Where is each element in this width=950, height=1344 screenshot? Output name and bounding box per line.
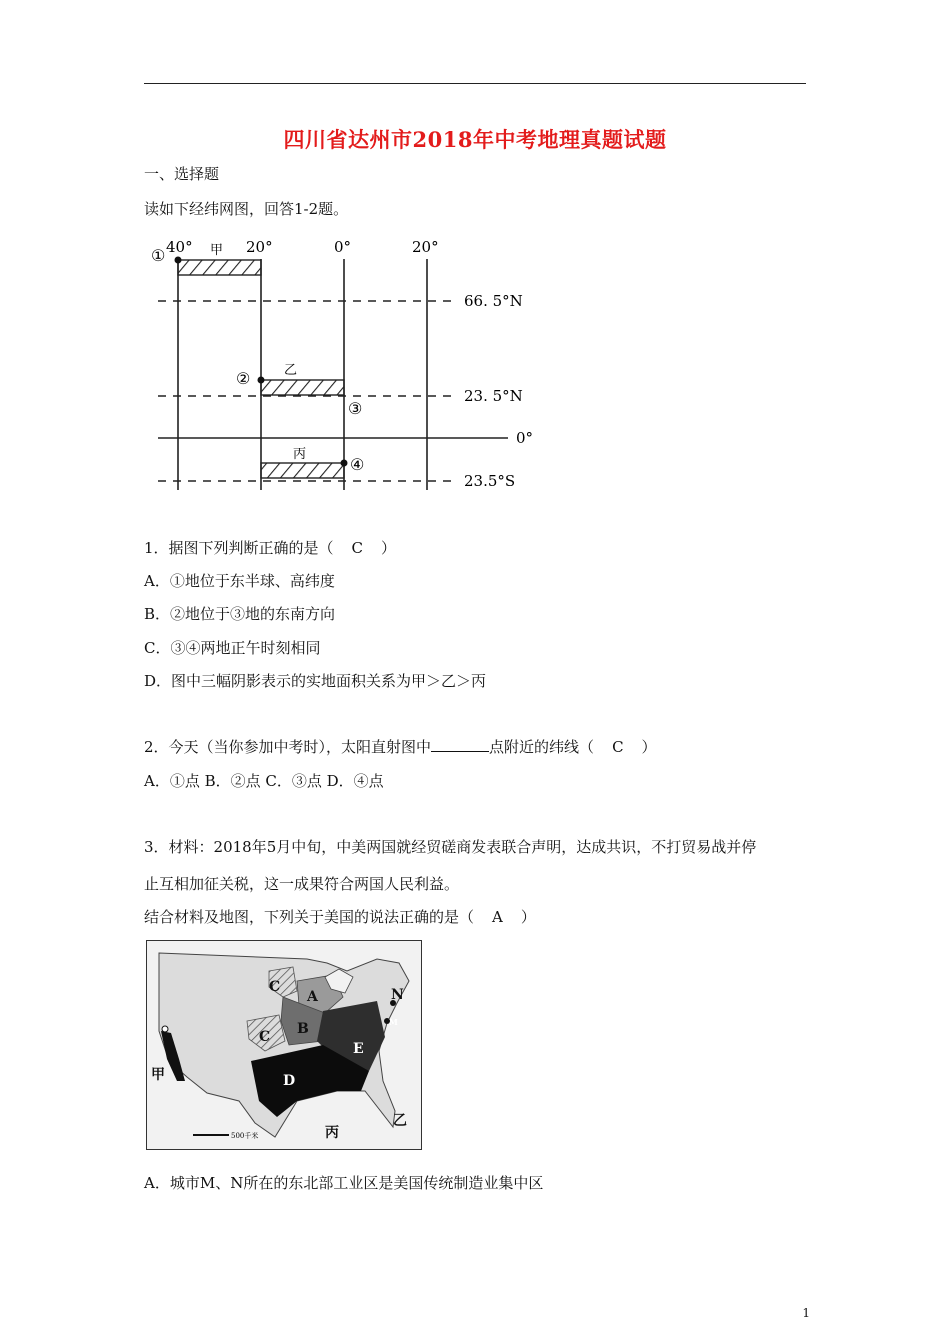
point-dot <box>258 377 265 384</box>
q1-option-b: B．②地位于③地的东南方向 <box>144 605 336 623</box>
q3-answer: A <box>492 908 503 926</box>
map-label: 甲 <box>151 1067 165 1083</box>
page-title: 四川省达州市2018年中考地理真题试题 <box>283 127 667 152</box>
lat-label: 0° <box>516 429 534 447</box>
lat-label: 66. 5°N <box>464 292 523 310</box>
lon-label: 20° <box>412 238 439 256</box>
point-label: ① <box>151 246 166 265</box>
q2-answer: C <box>612 738 624 756</box>
q1-option-d: D．图中三幅阴影表示的实地面积关系为甲＞乙＞丙 <box>144 672 487 690</box>
q3-material-line2: 止互相加征关税，这一成果符合两国人民利益。 <box>144 875 460 893</box>
page-number: 1 <box>802 1306 810 1320</box>
map-label: N <box>391 987 404 1003</box>
map-label: 丙 <box>325 1125 339 1141</box>
q1-answer: C <box>351 539 364 557</box>
lat-label: 23. 5°N <box>464 387 523 405</box>
point-label: ② <box>236 369 251 388</box>
q3-material-line1: 3．材料：2018年5月中旬，中美两国就经贸磋商发表联合声明，达成共识，不打贸易战并停 <box>144 838 757 856</box>
map-label: C <box>259 1029 271 1045</box>
region-label: 丙 <box>293 447 307 462</box>
map-scale: 500千米 <box>231 1132 259 1140</box>
header-rule <box>144 83 806 84</box>
lon-label: 0° <box>334 238 352 256</box>
region-label: 乙 <box>284 363 298 378</box>
q2-options: A．①点 B．②点 C．③点 D．④点 <box>144 772 384 790</box>
q1-stem: 1．据图下列判断正确的是（ C ） <box>144 539 397 557</box>
map-label: C <box>269 979 281 995</box>
point-dot <box>175 257 182 264</box>
map-label: E <box>353 1041 364 1057</box>
point-dot <box>341 460 348 467</box>
section-heading: 一、选择题 <box>144 165 220 183</box>
region-label: 甲 <box>210 243 224 258</box>
q2-blank <box>431 737 489 752</box>
question-intro: 读如下经纬网图，回答1-2题。 <box>144 200 349 218</box>
lat-label: 23.5°S <box>464 472 516 490</box>
point-label: ③ <box>348 399 363 418</box>
point-label: ④ <box>350 455 365 474</box>
q1-option-a: A．①地位于东半球、高纬度 <box>144 572 335 590</box>
q3-stem: 结合材料及地图，下列关于美国的说法正确的是（ A ） <box>144 908 536 926</box>
lat-long-grid-figure <box>150 228 550 498</box>
q3-option-a: A．城市M、N所在的东北部工业区是美国传统制造业集中区 <box>144 1174 544 1192</box>
map-label: M <box>389 1017 398 1027</box>
us-map-figure <box>146 940 422 1150</box>
map-label: D <box>283 1073 296 1089</box>
map-label: A <box>307 989 318 1005</box>
region-bing <box>261 463 344 478</box>
lon-label: 40° <box>166 238 193 256</box>
region-yi <box>261 380 344 395</box>
map-label: 乙 <box>393 1113 407 1129</box>
map-label: B <box>297 1021 309 1037</box>
lon-label: 20° <box>246 238 273 256</box>
q1-option-c: C．③④两地正午时刻相同 <box>144 639 321 657</box>
region-jia <box>178 260 261 275</box>
q2-stem: 2．今天（当你参加中考时），太阳直射图中 点附近的纬线（ C ） <box>144 738 657 756</box>
